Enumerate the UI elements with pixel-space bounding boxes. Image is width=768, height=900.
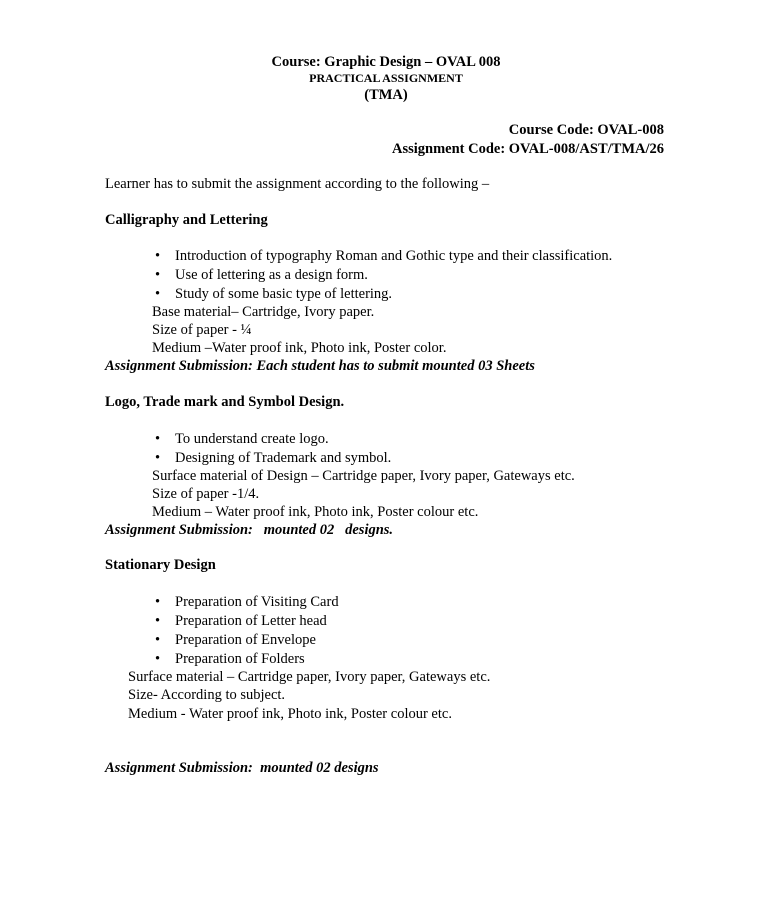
assignment-code: Assignment Code: OVAL-008/AST/TMA/26 <box>391 141 664 157</box>
assignment-submission: Assignment Submission: Each student has to submit mounted 03 Sheets <box>105 358 535 374</box>
bullet-icon: • <box>155 594 161 610</box>
list-item: • Preparation of Folders <box>155 651 305 667</box>
list-item: • Study of some basic type of lettering. <box>155 286 393 302</box>
list-item: • Preparation of Envelope <box>155 632 316 648</box>
assignment-submission: Assignment Submission: mounted 02 designs <box>105 760 379 776</box>
tma-label: (TMA) <box>364 87 408 103</box>
bullet-icon: • <box>155 632 161 648</box>
bullet-icon: • <box>155 450 161 466</box>
practical-assignment-subtitle: PRACTICAL ASSIGNMENT <box>309 71 463 85</box>
section-heading: Stationary Design <box>105 557 216 573</box>
assignment-submission: Assignment Submission: mounted 02 designs. <box>105 522 394 538</box>
list-item: • To understand create logo. <box>155 431 329 447</box>
bullet-icon: • <box>155 248 161 264</box>
list-item: • Use of lettering as a design form. <box>155 267 368 283</box>
detail-line: Size of paper -1/4. <box>152 486 260 502</box>
list-item: • Designing of Trademark and symbol. <box>155 450 392 466</box>
bullet-icon: • <box>155 431 161 447</box>
section-heading: Logo, Trade mark and Symbol Design. <box>105 394 345 410</box>
bullet-icon: • <box>155 613 161 629</box>
intro-text: Learner has to submit the assignment according to the following – <box>105 176 490 192</box>
bullet-icon: • <box>155 651 161 667</box>
detail-line: Surface material of Design – Cartridge paper, Ivory paper, Gateways etc. <box>152 468 575 484</box>
detail-line: Medium - Water proof ink, Photo ink, Poster colour etc. <box>128 706 452 722</box>
bullet-icon: • <box>155 267 161 283</box>
list-item: • Preparation of Letter head <box>155 613 327 629</box>
course-code: Course Code: OVAL-008 <box>508 122 664 138</box>
detail-line: Medium – Water proof ink, Photo ink, Poster colour etc. <box>152 504 479 520</box>
detail-line: Base material– Cartridge, Ivory paper. <box>152 304 375 320</box>
detail-line: Size- According to subject. <box>128 687 286 703</box>
detail-line: Size of paper - ¼ <box>152 322 252 338</box>
list-item: • Preparation of Visiting Card <box>155 594 339 610</box>
bullet-icon: • <box>155 286 161 302</box>
section-heading: Calligraphy and Lettering <box>105 212 268 228</box>
list-item: • Introduction of typography Roman and Gothic type and their classification. <box>155 248 613 264</box>
detail-line: Medium –Water proof ink, Photo ink, Poster color. <box>152 340 447 356</box>
detail-line: Surface material – Cartridge paper, Ivory paper, Gateways etc. <box>128 669 491 685</box>
course-title: Course: Graphic Design – OVAL 008 <box>271 54 501 70</box>
